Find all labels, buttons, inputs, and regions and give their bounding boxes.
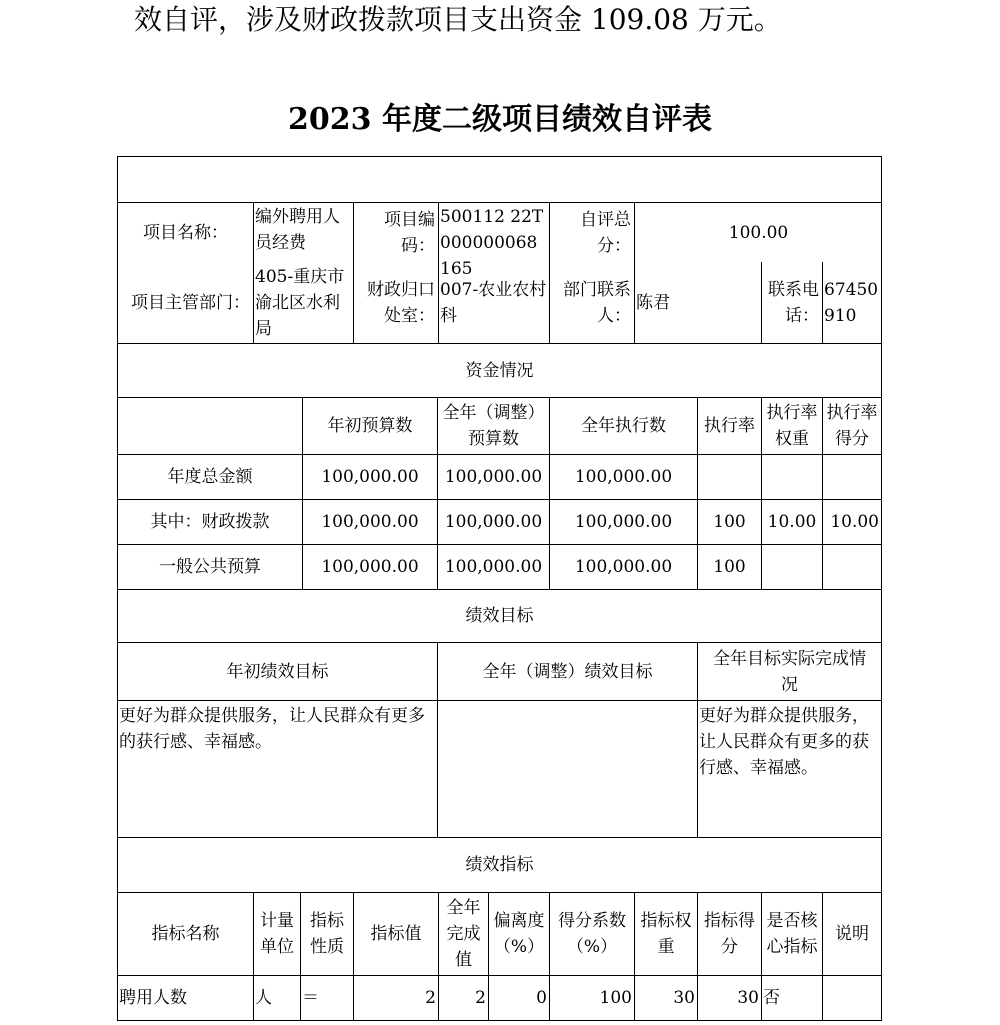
funds-row-rate: 100: [697, 499, 762, 545]
ind-header-core: 是否核心指标: [761, 892, 823, 976]
ind-row-value: 2: [353, 975, 439, 1021]
page-title: 2023 年度二级项目绩效自评表: [288, 102, 712, 137]
funds-header-initial: 年初预算数: [302, 397, 438, 455]
ind-row-weight: 30: [634, 975, 698, 1021]
project-name-label: 项目名称：: [143, 222, 228, 243]
funds-header-blank: [117, 397, 303, 455]
dept-value: 405-重庆市渝北区水利局: [253, 262, 354, 344]
funds-section-title: 资金情况: [117, 343, 882, 398]
dept-label: 项目主管部门：: [131, 293, 250, 313]
funds-header-executed: 全年执行数: [549, 397, 698, 455]
office-value: 007-农业农村科: [438, 262, 550, 344]
funds-header-adjusted: 全年（调整）预算数: [437, 397, 550, 455]
goals-header-adjusted: 全年（调整）绩效目标: [437, 642, 698, 701]
ind-header-score: 指标得分: [697, 892, 762, 976]
funds-header-rate: 执行率: [697, 397, 762, 455]
evaluation-table: [117, 156, 882, 1021]
ind-header-name: 指标名称: [117, 892, 254, 976]
contact-label: 部门联系人：: [563, 280, 631, 326]
ind-row-score: 30: [697, 975, 762, 1021]
funds-row-adjusted: 100,000.00: [437, 499, 550, 545]
office-label: 财政归口处室：: [367, 280, 435, 326]
goals-header-initial: 年初绩效目标: [117, 642, 438, 701]
funds-row-rate: 100: [697, 544, 762, 590]
indicators-section-title: 绩效指标: [117, 837, 882, 893]
funds-row-score: [822, 454, 882, 500]
phone-label: 联系电话：: [768, 280, 819, 326]
funds-row-initial: 100,000.00: [302, 454, 438, 500]
ind-header-deviation: 偏离度（%）: [488, 892, 550, 976]
goals-section-title: 绩效目标: [117, 589, 882, 643]
project-code-label: 项目编码：: [384, 209, 435, 256]
ind-row-unit: 人: [253, 975, 301, 1021]
ind-header-coefficient: 得分系数（%）: [549, 892, 635, 976]
funds-row-initial: 100,000.00: [302, 499, 438, 545]
funds-row-executed: 100,000.00: [549, 499, 698, 545]
funds-row-rate: [697, 454, 762, 500]
funds-header-score: 执行率得分: [822, 397, 882, 455]
funds-row-weight: [761, 544, 823, 590]
self-score-value: 100.00: [634, 202, 882, 263]
funds-row-executed: 100,000.00: [549, 454, 698, 500]
funds-row-label: 其中：财政拨款: [117, 499, 303, 545]
ind-row-name: 聘用人数: [117, 975, 254, 1021]
ind-row-nature: ＝: [300, 975, 354, 1021]
goals-header-actual: 全年目标实际完成情况: [697, 642, 882, 701]
ind-header-value: 指标值: [353, 892, 439, 976]
ind-row-completed: 2: [438, 975, 489, 1021]
funds-row-score: 10.00: [822, 499, 882, 545]
funds-row-adjusted: 100,000.00: [437, 454, 550, 500]
goals-actual-text: 更好为群众提供服务，让人民群众有更多的获行感、幸福感。: [697, 700, 882, 838]
funds-row-label: 一般公共预算: [117, 544, 303, 590]
ind-row-coefficient: 100: [549, 975, 635, 1021]
blank-header-row: [117, 156, 882, 203]
ind-header-completed: 全年完成值: [438, 892, 489, 976]
ind-row-note: [822, 975, 882, 1021]
funds-row-weight: 10.00: [761, 499, 823, 545]
goals-adjusted-text: [437, 700, 698, 838]
funds-row-label: 年度总金额: [117, 454, 303, 500]
funds-header-weight: 执行率权重: [761, 397, 823, 455]
ind-row-deviation: 0: [488, 975, 550, 1021]
contact-value: 陈君: [634, 262, 762, 344]
funds-row-adjusted: 100,000.00: [437, 544, 550, 590]
self-score-label: 自评总分：: [580, 209, 631, 256]
funds-row-executed: 100,000.00: [549, 544, 698, 590]
funds-row-initial: 100,000.00: [302, 544, 438, 590]
funds-row-score: [822, 544, 882, 590]
ind-row-core: 否: [761, 975, 823, 1021]
goals-initial-text: 更好为群众提供服务，让人民群众有更多的获行感、幸福感。: [117, 700, 438, 838]
ind-header-nature: 指标性质: [300, 892, 354, 976]
phone-value: 67450910: [822, 262, 882, 344]
funds-row-weight: [761, 454, 823, 500]
intro-text: 效自评，涉及财政拨款项目支出资金 109.08 万元。: [134, 3, 782, 36]
ind-header-weight: 指标权重: [634, 892, 698, 976]
project-name-value: 编外聘用人员经费: [253, 202, 354, 263]
ind-header-unit: 计量单位: [253, 892, 301, 976]
ind-header-note: 说明: [822, 892, 882, 976]
project-code-value: 500112 22T000000068165: [438, 202, 550, 263]
